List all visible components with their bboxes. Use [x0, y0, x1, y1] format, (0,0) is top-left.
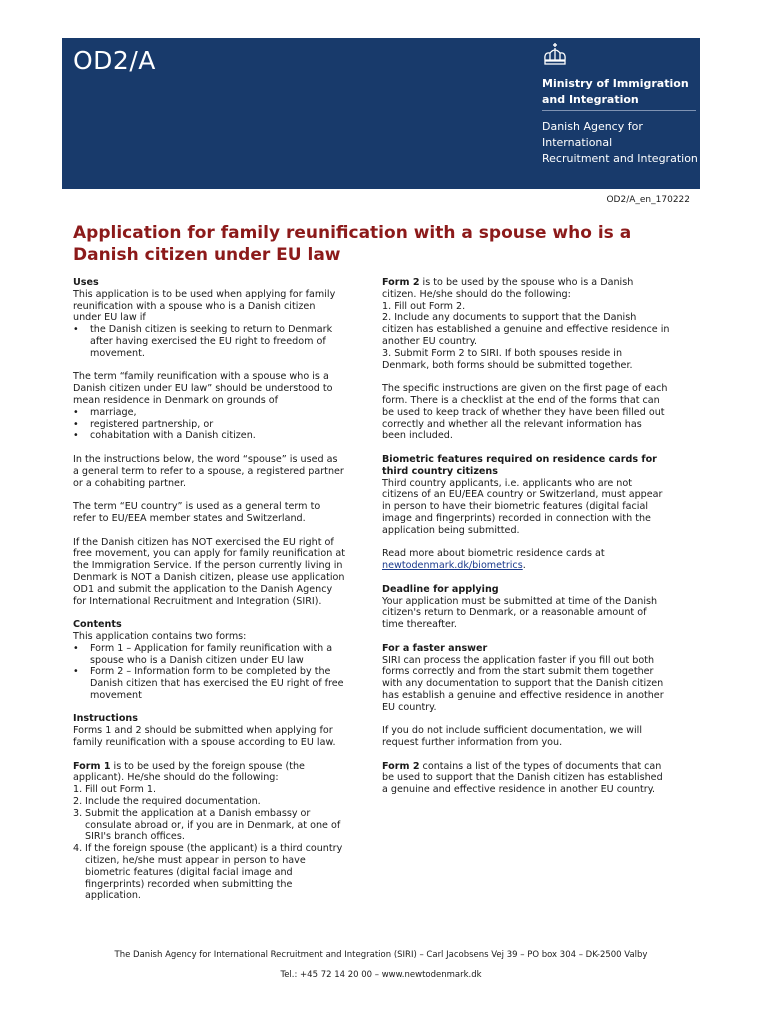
uses-text: This application is to be used when applying for family reunification with a spouse who is a Danish citizen under EU law if — [73, 288, 336, 324]
footer-contact: Tel.: +45 72 14 20 00 – www.newtodenmark.dk — [280, 970, 482, 980]
contents-intro: This application contains two forms: — [73, 630, 247, 642]
list-item: • cohabitation with a Danish citizen. — [73, 430, 369, 442]
page-title: Application for family reunification with a spouse who is a Danish citizen under EU law — [73, 223, 632, 265]
biometric-heading: Biometric features required on residence cards for third country citizens — [382, 453, 657, 477]
biometric-text: Third country applicants, i.e. applicants who are not citizens of an EU/EEA country or Switzerland, must appear in person to have their biometric features (digital facial image and fingerprints) recorded in connection with the application being submitted. — [382, 477, 663, 536]
list-item: • Form 2 – Information form to be completed by the Danish citizen that has exercised the EU right of free movement — [73, 666, 369, 701]
document-reference: OD2/A_en_170222 — [606, 195, 690, 205]
biometrics-link[interactable]: newtodenmark.dk/biometrics — [382, 560, 523, 572]
list-item: • marriage, — [73, 407, 369, 419]
form1-intro: Form 1 is to be used by the foreign spouse (the applicant). He/she should do the following: — [73, 760, 305, 784]
form1-steps — [73, 784, 369, 902]
instructions-text: Forms 1 and 2 should be submitted when applying for family reunification with a spouse according to EU law. — [73, 725, 336, 749]
instructions-heading: Instructions — [73, 713, 138, 725]
term-text: The term “family reunification with a spouse who is a Danish citizen under EU law” should be understood to mean residence in Denmark on grounds of — [73, 371, 333, 406]
list-item: • Form 1 – Application for family reunification with a spouse who is a Danish citizen under EU law — [73, 643, 369, 667]
deadline-text: Your application must be submitted at time of the Danish citizen's return to Denmark, or a reasonable amount of time thereafter. — [382, 595, 658, 631]
documentation-note: If you do not include sufficient documentation, we will request further information from you. — [382, 725, 643, 749]
right-column — [382, 277, 694, 808]
uses-list — [73, 324, 369, 359]
specific-instructions: The specific instructions are given on the first page of each form. There is a checklist at the end of the forms that can be used to keep track of whether they have been filled out correctly and whether all the relevant information has been included. — [382, 383, 668, 442]
list-item: • the Danish citizen is seeking to return to Denmark after having exercised the EU right to freedom of movement. — [73, 324, 369, 359]
read-more: Read more about biometric residence cards at newtodenmark.dk/biometrics. — [382, 548, 605, 572]
form2-intro: Form 2 is to be used by the spouse who is a Danish citizen. He/she should do the following: 1. Fill out Form 2. 2. Include any documents to support that the Danish citizen has established a genuine and effective residence in another EU country. 3. Submit Form 2 to SIRI. If both spouses reside in Denmark, both forms should be submitted together. — [382, 277, 670, 371]
header-divider — [542, 110, 696, 111]
contents-list — [73, 643, 369, 702]
faster-heading: For a faster answer — [382, 642, 488, 654]
list-item: • registered partnership, or — [73, 419, 369, 431]
spouse-definition: In the instructions below, the word “spouse” is used as a general term to refer to a spouse, a registered partner or a cohabiting partner. — [73, 453, 344, 489]
header-banner — [62, 38, 700, 189]
deadline-heading: Deadline for applying — [382, 583, 499, 595]
crown-logo-icon — [540, 43, 570, 67]
eu-country-definition: The term “EU country” is used as a general term to refer to EU/EEA member states and Switzerland. — [73, 501, 321, 524]
list-item: 3. Submit the application at a Danish embassy or consulate abroad or, if you are in Denmark, at one of SIRI's branch offices. — [73, 807, 341, 843]
form2-documents-note: Form 2 contains a list of the types of documents that can be used to support that the Danish citizen has established a genuine and effective residence in another EU country. — [382, 760, 663, 796]
agency-name: Danish Agency for International Recruitment and Integration — [542, 120, 698, 165]
not-exercised-note: If the Danish citizen has NOT exercised the EU right of free movement, you can apply for family reunification at the Immigration Service. If the person currently living in Denmark is NOT a Danish citizen, please use application OD1 and submit the application to the Danish Agency for International Recruitment and Integration (SIRI). — [73, 536, 345, 607]
form-code: OD2/A — [73, 46, 156, 75]
list-item: 4. If the foreign spouse (the applicant) is a third country citizen, he/she must appear in person to have biometric features (digital facial image and fingerprints) recorded when submitting the application. — [73, 843, 343, 902]
list-item: 2. Include the required documentation. — [73, 796, 261, 808]
left-column — [73, 277, 369, 914]
faster-text: SIRI can process the application faster if you fill out both forms correctly and from the start submit them together with any documentation to support that the Danish citizen has establish a genuine and effective residence in another EU country. — [382, 654, 664, 713]
list-item: 1. Fill out Form 1. — [73, 784, 156, 796]
ministry-name: Ministry of Immigration and Integration — [542, 77, 689, 106]
footer-address: The Danish Agency for International Recruitment and Integration (SIRI) – Carl Jacobsens Vej 39 – PO box 304 – DK-2500 Valby — [114, 950, 648, 960]
uses-heading: Uses — [73, 277, 99, 288]
term-list — [73, 407, 369, 442]
contents-heading: Contents — [73, 619, 122, 631]
